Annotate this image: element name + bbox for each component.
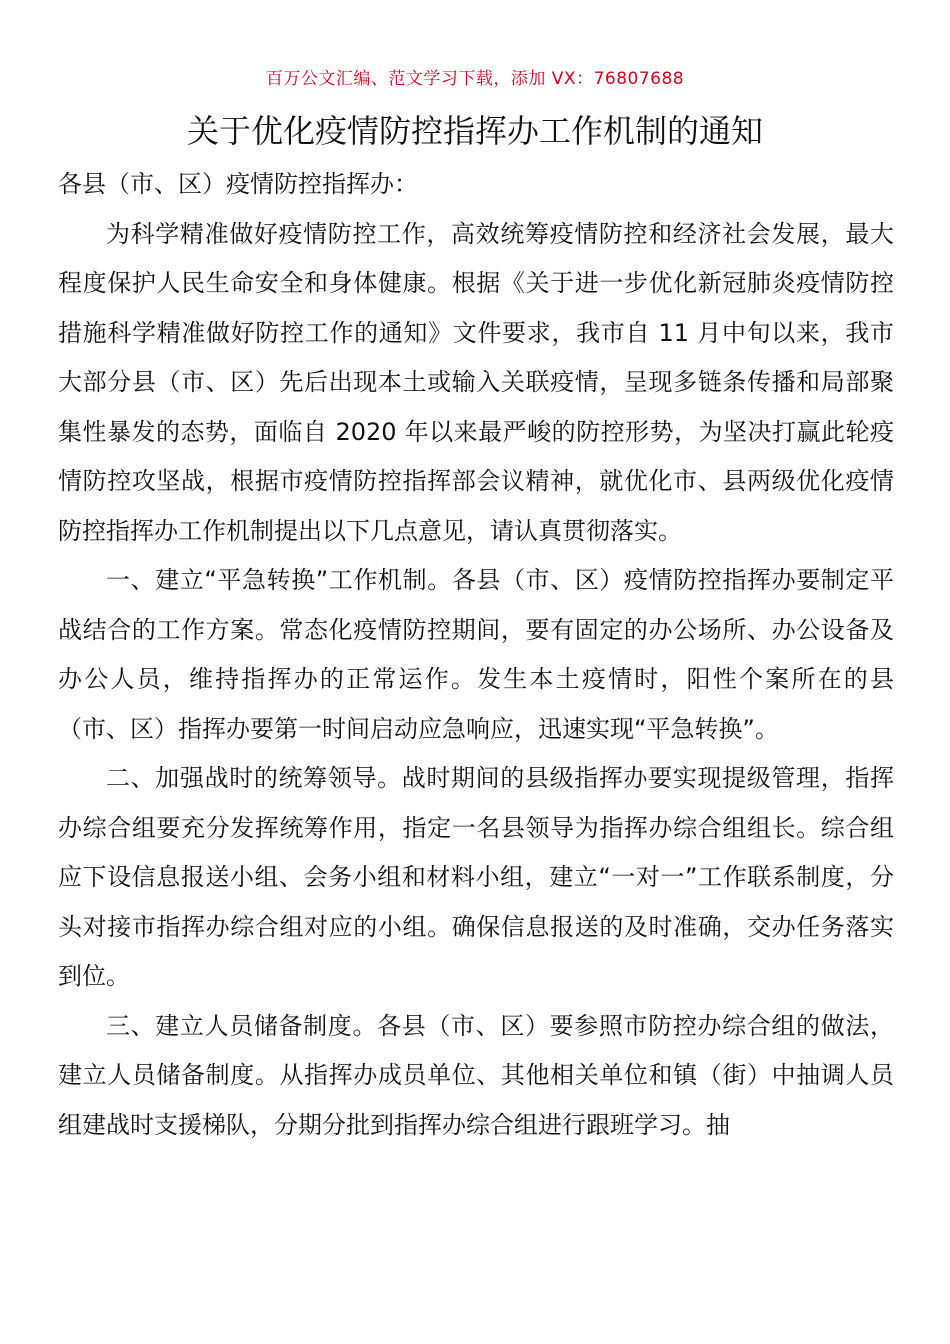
paragraph-section-2: 二、加强战时的统筹领导。战时期间的县级指挥办要实现提级管理，指挥办综合组要充分发挥统筹作用，指定一名县领导为指挥办综合组组长。综合组应下设信息报送小组、会务小组和材料小组，建立“一对一”工作联系制度，分头对接市指挥办综合组对应的小组。确保信息报送的及时准确，交办任务落实到位。 <box>58 764 894 990</box>
document-body <box>58 160 894 1150</box>
paragraph-section-1: 一、建立“平急转换”工作机制。各县（市、区）疫情防控指挥办要制定平战结合的工作方案。常态化疫情防控期间，要有固定的办公场所、办公设备及办公人员，维持指挥办的正常运作。发生本土疫情时，阳性个案所在的县（市、区）指挥办要第一时间启动应急响应，迅速实现“平急转换”。 <box>58 566 894 743</box>
paragraph-section-3: 三、建立人员储备制度。各县（市、区）要参照市防控办综合组的做法，建立人员储备制度。从指挥办成员单位、其他相关单位和镇（街）中抽调人员组建战时支援梯队，分期分批到指挥办综合组进行跟班学习。抽 <box>58 1011 894 1139</box>
paragraph-intro: 为科学精准做好疫情防控工作，高效统筹疫情防控和经济社会发展，最大程度保护人民生命安全和身体健康。根据《关于进一步优化新冠肺炎疫情防控措施科学精准做好防控工作的通知》文件要求，我市自 11 月中旬以来，我市大部分县（市、区）先后出现本土或输入关联疫情，呈现多链条传播和局部聚集性暴发的态势，面临自 2020 年以来最严峻的防控形势，为坚决打赢此轮疫情防控攻坚战，根据市疫情防控指挥部会议精神，就优化市、县两级优化疫情防控指挥办工作机制提出以下几点意见，请认真贯彻落实。 <box>58 219 894 545</box>
salutation: 各县（市、区）疫情防控指挥办： <box>58 170 418 198</box>
document-title: 关于优化疫情防控指挥办工作机制的通知 <box>186 112 763 150</box>
watermark-notice: 百万公文汇编、范文学习下载，添加 VX：76807688 <box>265 69 685 89</box>
